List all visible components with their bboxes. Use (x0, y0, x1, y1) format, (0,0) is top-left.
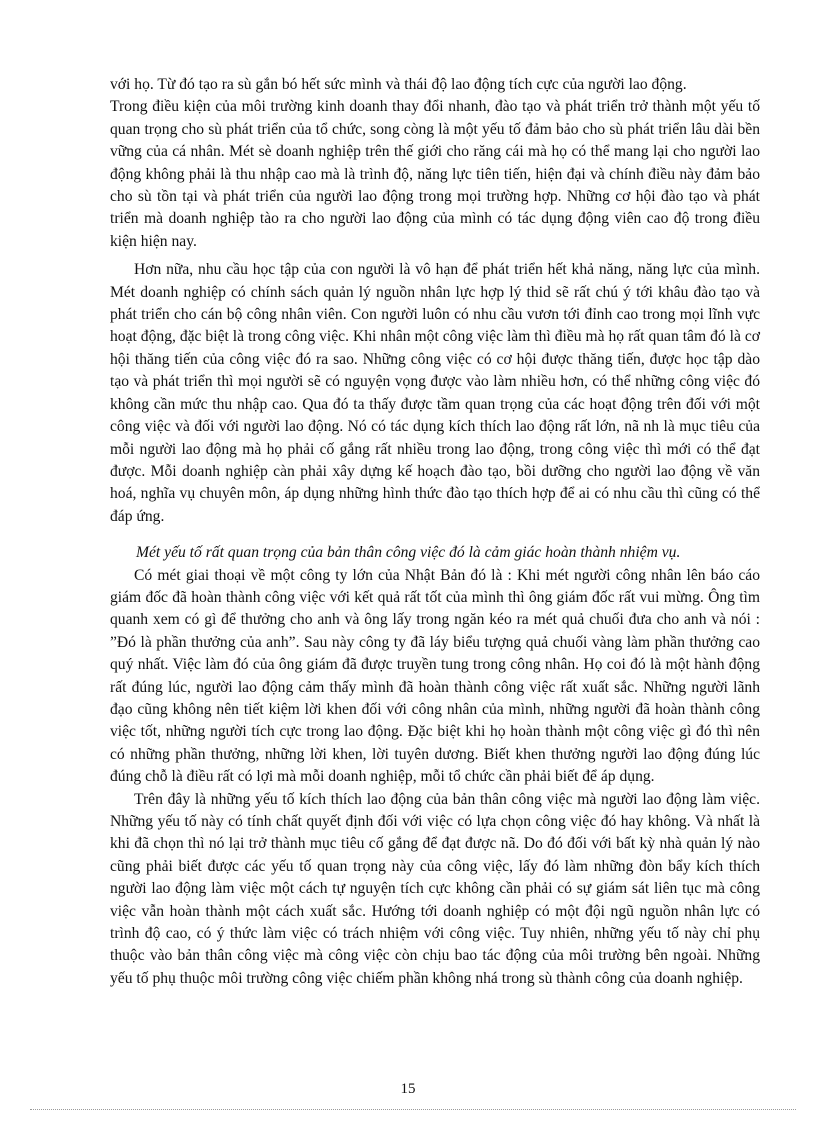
paragraph-continuation: với họ. Từ đó tạo ra sù gắn bó hết sức mình và thái độ lao động tích cực của người lao động. (110, 76, 687, 93)
page-number: 15 (400, 1081, 416, 1097)
paragraph-learning-needs: Hơn nữa, nhu cầu học tập của con người là vô hạn để phát triển hết khả năng, năng lực của mình. Mét doanh nghiệp có chính sách quản lý nguồn nhân lực hợp lý thid sẽ rất chú ý tới khâu đào tạo và phát triển cho cán bộ công nhân viên. Con người luôn có nhu cầu vươn tới đỉnh cao trong mọi lĩnh vực hoạt động, đặc biệt là trong công việc. Khi nhân một công việc làm thì điều mà họ rất quan tâm đó là cơ hội thăng tiến của công việc đó ra sao. Những công việc có cơ hội được thăng tiến, được học tập dào tạo và phát triển thì mọi người sẽ có nguyện vọng được vào làm nhiều hơn, có thể những công việc đó không cần mức thu nhập cao. Qua đó ta thấy được tầm quan trọng của các hoạt động trên đối với một công việc và đối với người lao động. Nó có tác dụng kích thích lao động rất lớn, nã nh là mục tiêu của mỗi người lao động mà họ phải cố gắng rất nhiều trong lao động, trong công việc thì mới có thể đạt được. Mỗi doanh nghiệp càn phải xây dựng kế hoạch đào tạo, bồi dưỡng cho người lao động về văn hoá, nghĩa vụ chuyên môn, áp dụng những hình thức đào tạo thích hợp để ai có nhu cầu thì cũng có thể đáp ứng. (110, 261, 760, 525)
paragraph-japan-anecdote: Có mét giai thoại về một công ty lớn của Nhật Bản đó là : Khi mét người công nhân lên báo cáo giám đốc đã hoàn thành công việc với kết quả rất tốt của mình thì ông giám đốc rất vui mừng. Ông tìm quanh xem có gì để thưởng cho anh và ông lấy trong ngăn kéo ra mét quả chuối đưa cho anh và nói : ”Đó là phần thưởng của anh”. Sau này công ty đã láy biểu tượng quả chuối vàng làm phần thưởng cao quý nhất. Việc làm đó của ông giám đã được truyền tung trong công nhân. Họ coi đó là một hành động rất đúng lúc, người lao động cảm thấy mình đã hoàn thành công việc rất xuất sắc. Những người lãnh đạo cũng không nên tiết kiệm lời khen đối với công nhân của mình, những người đã hoàn thành công việc tốt, những người tích cực trong lao động. Đặc biệt khi họ hoàn thành một công việc gì đó thì nên có những phần thưởng, những lời khen, lời tuyên dương. Biết khen thưởng người lao động đúng lúc đúng chỗ là điều rất có lợi mà mỗi doanh nghiệp, mỗi tổ chức cần phải biết để áp dụng. (110, 566, 760, 786)
footer-dotted-rule (30, 1109, 796, 1110)
paragraph-summary: Trên đây là những yếu tố kích thích lao động của bản thân công việc mà người lao động làm việc. Những yếu tố này có tính chất quyết định đối với việc có lựa chọn công việc đó hay không. Và nhất là khi đã chọn thì nó lại trở thành mục tiêu cố gắng để đạt được nã. Do đó đối với bất kỳ nhà quản lý nào cũng phải biết được các yếu tố quan trọng này của công việc, lấy đó làm những đòn bẩy kích thích người lao động làm việc một cách tự nguyện tích cực không cần phải có sự giám sát liên tục mà công việc vẫn hoàn thành một cách xuất sắc. Hướng tới doanh nghiệp có một đội ngũ nguồn nhân lực có trình độ cao, có ý thức làm việc có trách nhiệm với công việc. Tuy nhiên, những yếu tố này chỉ phụ thuộc vào bản thân công việc mà công việc còn chịu bao tác động của môi trường bên ngoài. Những yếu tố phụ thuộc môi trường công việc chiếm phần không nhá trong sù thành công của doanh nghiệp. (110, 790, 760, 987)
paragraph-training-environment: Trong điều kiện của môi trường kinh doanh thay đổi nhanh, đào tạo và phát triển trở thành một yếu tố quan trọng cho sù phát triển của tổ chức, song còng là một yếu tố đảm bảo cho sù phát triển lâu dài bền vững của cá nhân. Mét sè doanh nghiệp trên thế giới cho răng cái mà họ có thể mang lại cho người lao động không phải là thu nhập cao mà là trình độ, năng lực tiên tiến, hiện đại và chính điều này đảm bảo cho sù tồn tại và phát triển của người lao động trong mọi trường hợp. Những cơ hội đào tạo và phát triển mà doanh nghiệp tào ra cho người lao động của mình có tác dụng động viên cao độ trong điều kiện hiện nay. (110, 98, 760, 250)
paragraph-emphasis-heading: Mét yếu tố rất quan trọng của bản thân công việc đó là cảm giác hoàn thành nhiệm vụ. (136, 544, 681, 562)
